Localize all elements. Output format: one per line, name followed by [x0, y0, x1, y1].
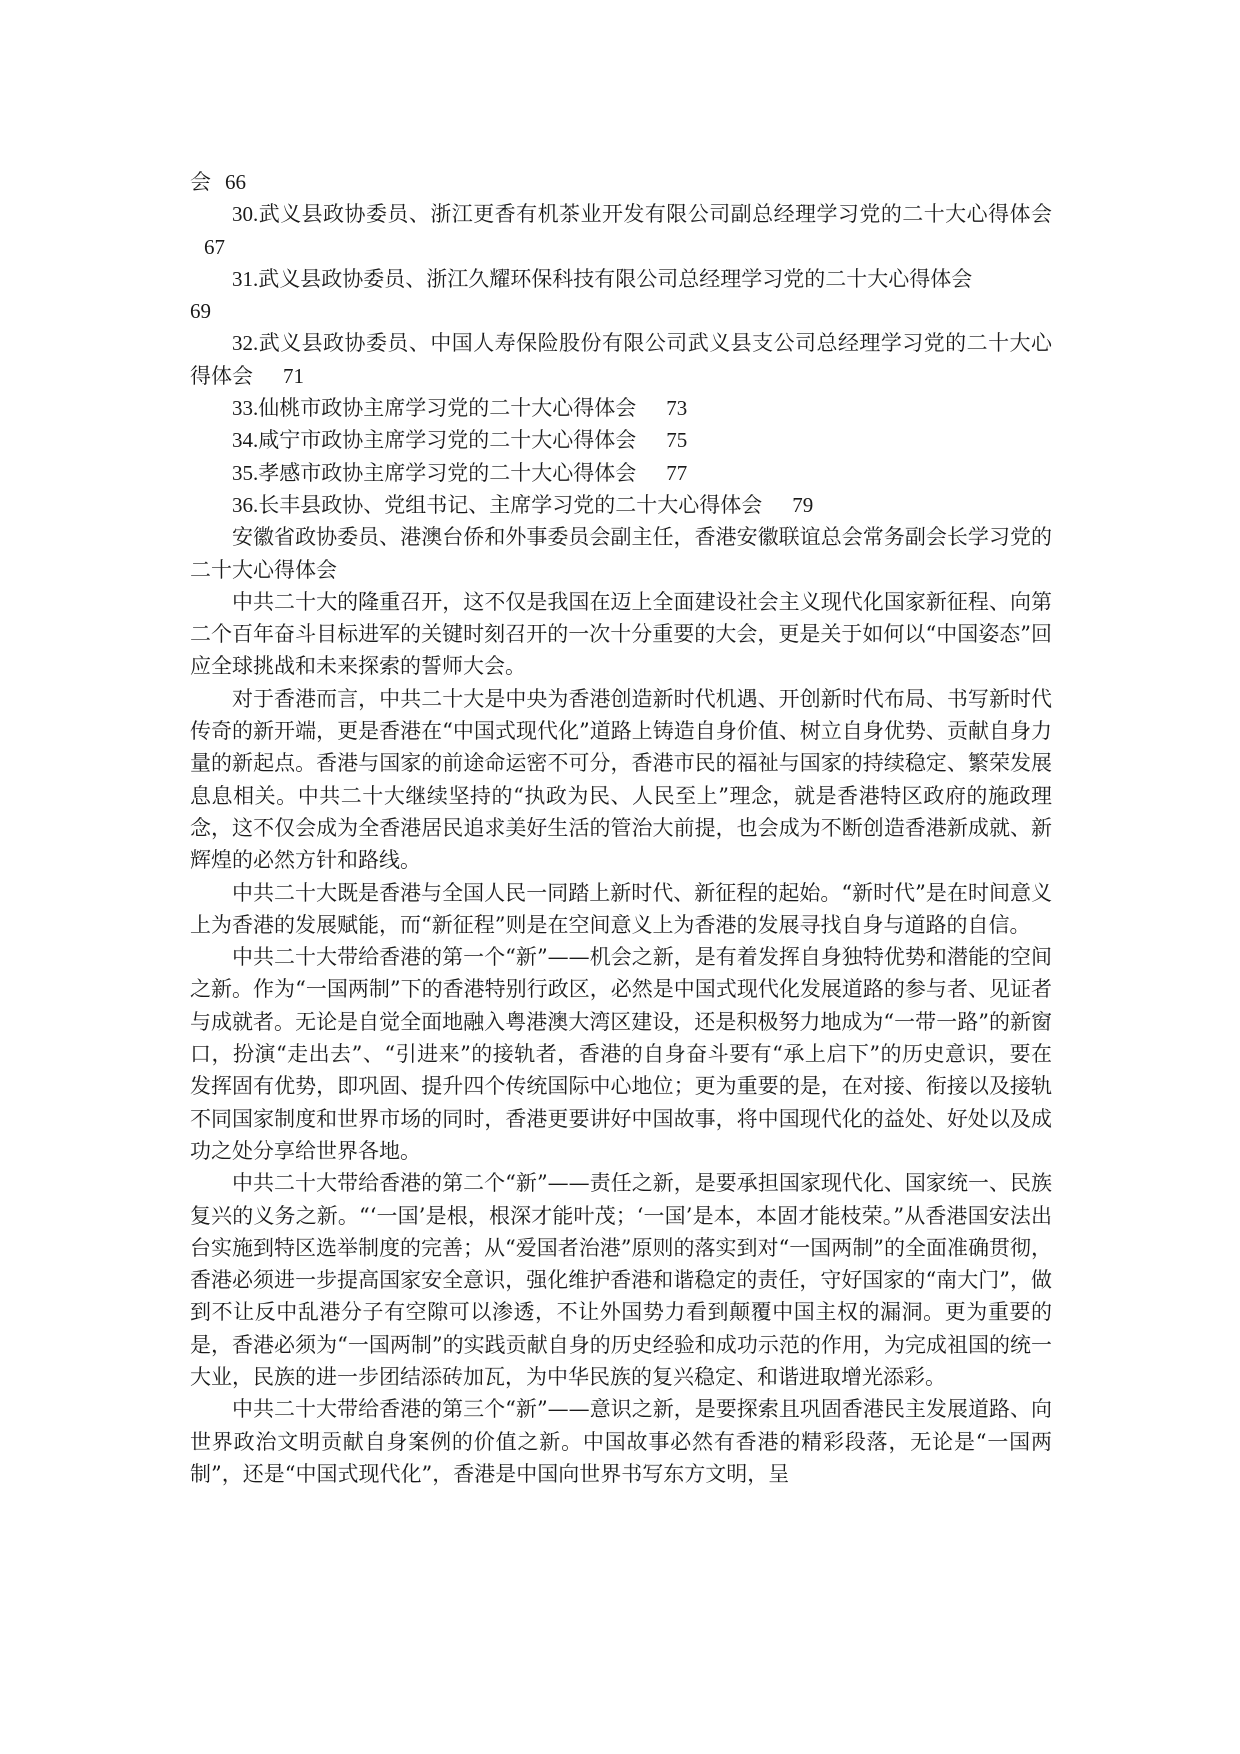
toc-entry-number: 35. — [232, 460, 259, 485]
toc-entry-text: 孝感市政协主席学习党的二十大心得体会 — [258, 460, 637, 485]
toc-entry-text: 武义县政协委员、浙江更香有机茶业开发有限公司副总经理学习党的二十大心得体会 — [258, 202, 1052, 227]
toc-entry-number: 31. — [232, 266, 259, 291]
toc-entry-text: 武义县政协委员、浙江久耀环保科技有限公司总经理学习党的二十大心得体会 — [258, 266, 973, 291]
toc-entry-text: 会 — [190, 170, 211, 194]
toc-entry-number: 32. — [232, 331, 259, 356]
body-paragraph: 中共二十大带给香港的第三个“新”——意识之新，是要探索且巩固香港民主发展道路、向世界政治文明贡献自身案例的价值之新。中国故事必然有香港的精彩段落，无论是“一国两制”，还是“中国式现代化”，香港是中国向世界书写东方文明，呈 — [190, 1397, 1052, 1486]
body-paragraph: 对于香港而言，中共二十大是中央为香港创造新时代机遇、开创新时代布局、书写新时代传奇的新开端，更是香港在“中国式现代化”道路上铸造自身价值、树立自身优势、贡献自身力量的新起点。香港与国家的前途命运密不可分，香港市民的福祉与国家的持续稳定、繁荣发展息息相关。中共二十大继续坚持的“执政为民、人民至上”理念，就是香港特区政府的施政理念，这不仅会成为全香港居民追求美好生活的管治大前提，也会成为不断创造香港新成就、新辉煌的必然方针和路线。 — [190, 686, 1052, 873]
toc-entry-text: 长丰县政协、党组书记、主席学习党的二十大心得体会 — [258, 492, 763, 517]
article-title: 安徽省政协委员、港澳台侨和外事委员会副主任，香港安徽联谊总会常务副会长学习党的二十大心得体会 — [190, 525, 1052, 582]
toc-entry-page: 77 — [666, 460, 688, 485]
body-paragraph: 中共二十大的隆重召开，这不仅是我国在迈上全面建设社会主义现代化国家新征程、向第二个百年奋斗目标进军的关键时刻召开的一次十分重要的大会，更是关于如何以“中国姿态”回应全球挑战和未来探索的誓师大会。 — [190, 589, 1052, 679]
body-paragraph: 中共二十大带给香港的第一个“新”——机会之新，是有着发挥自身独特优势和潜能的空间之新。作为“一国两制”下的香港特别行政区，必然是中国式现代化发展道路的参与者、见证者与成就者。无论是自觉全面地融入粤港澳大湾区建设，还是积极努力地成为“一带一路”的新窗口，扮演“走出去”、“引进来”的接轨者，香港的自身奋斗要有“承上启下”的历史意识，要在发挥固有优势，即巩固、提升四个传统国际中心地位；更为重要的是，在对接、衔接以及接轨不同国家制度和世界市场的同时，香港更要讲好中国故事，将中国现代化的益处、好处以及成功之处分享给世界各地。 — [190, 945, 1052, 1163]
toc-entry-text: 武义县政协委员、中国人寿保险股份有限公司武义县支公司总经理学习党的二十大心得体会 — [190, 331, 1052, 388]
toc-entry-number: 36. — [232, 492, 259, 517]
toc-entry-number: 34. — [232, 428, 259, 453]
toc-entry — [190, 263, 1052, 328]
toc-entry-number: 30. — [232, 202, 259, 227]
toc-entry — [190, 166, 1052, 198]
toc-entry-page: 79 — [792, 492, 814, 517]
document-body — [190, 166, 1052, 1490]
body-paragraph: 中共二十大既是香港与全国人民一同踏上新时代、新征程的起始。“新时代”是在时间意义上为香港的发展赋能，而“新征程”则是在空间意义上为香港的发展寻找自身与道路的自信。 — [190, 880, 1052, 937]
toc-entry — [190, 489, 1052, 521]
toc-entry-page: 73 — [666, 396, 688, 421]
toc-entry-page: 75 — [666, 428, 688, 453]
toc-entry-text: 仙桃市政协主席学习党的二十大心得体会 — [258, 396, 637, 421]
toc-entry-page: 71 — [283, 363, 304, 388]
toc-entry — [190, 198, 1052, 263]
toc-entry-text: 咸宁市政协主席学习党的二十大心得体会 — [258, 428, 637, 453]
toc-entry — [190, 457, 1052, 489]
body-paragraph: 中共二十大带给香港的第二个“新”——责任之新，是要承担国家现代化、国家统一、民族复兴的义务之新。“‘一国’是根，根深才能叶茂；‘一国’是本，本固才能枝荣。”从香港国安法出台实施到特区选举制度的完善；从“爱国者治港”原则的落实到对“一国两制”的全面准确贯彻，香港必须进一步提高国家安全意识，强化维护香港和谐稳定的责任，守好国家的“南大门”，做到不让反中乱港分子有空隙可以渗透，不让外国势力看到颠覆中国主权的漏洞。更为重要的是，香港必须为“一国两制”的实践贡献自身的历史经验和成功示范的作用，为完成祖国的统一大业，民族的进一步团结添砖加瓦，为中华民族的复兴稳定、和谐进取增光添彩。 — [190, 1171, 1052, 1389]
toc-entry-number: 33. — [232, 396, 259, 421]
toc-entry — [190, 424, 1052, 456]
toc-entry-page: 66 — [225, 170, 246, 194]
toc-entry-page: 67 — [204, 234, 225, 259]
toc-entry — [190, 327, 1052, 392]
toc-entry-page: 69 — [190, 299, 211, 324]
toc-entry — [190, 392, 1052, 424]
